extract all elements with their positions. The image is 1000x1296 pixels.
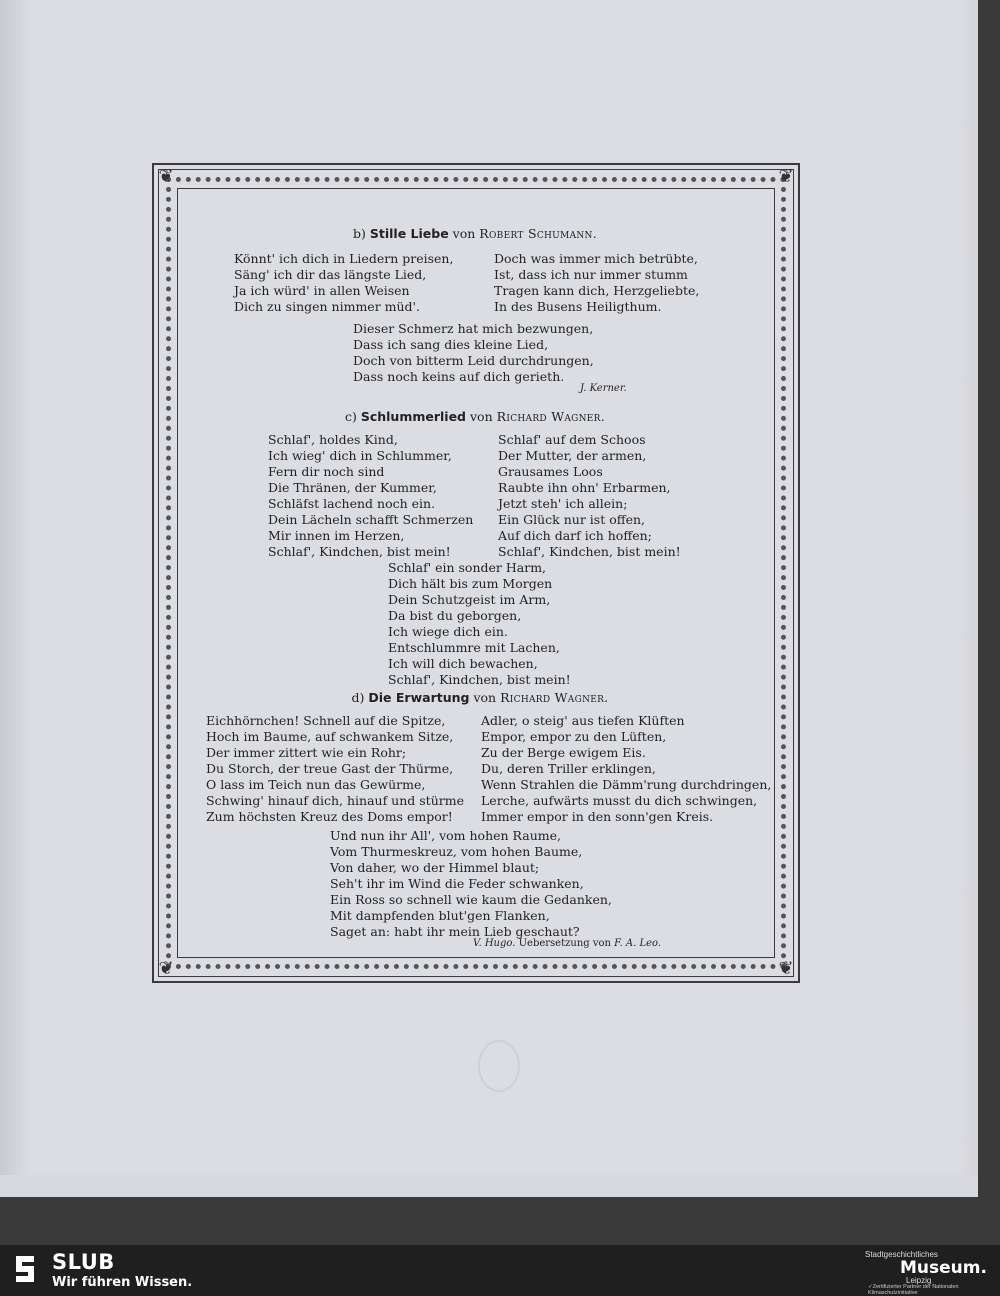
verse-line: Hoch im Baume, auf schwankem Sitze,	[206, 729, 454, 744]
verse-line: Mir innen im Herzen,	[268, 528, 405, 543]
poem-c-center-stanza	[388, 560, 571, 688]
verse-line: Vom Thurmeskreuz, vom hohen Baume,	[330, 844, 583, 859]
verse-line: Schwing' hinauf dich, hinauf und stürme	[206, 793, 464, 808]
verse-line: Ein Ross so schnell wie kaum die Gedanken,	[330, 892, 612, 907]
museum-certification: ✓Zertifizierter Partner der Nationalen Klimaschutzinitiative	[868, 1284, 959, 1296]
slub-subtitle: Wir führen Wissen.	[52, 1275, 193, 1290]
blind-stamp	[478, 1040, 520, 1092]
verse-line: Doch was immer mich betrübte,	[494, 251, 698, 266]
verse-line: Schlaf' auf dem Schoos	[498, 432, 646, 447]
poem-d-attribution	[473, 938, 661, 949]
ornament-corner-icon: ❦	[158, 958, 174, 979]
page-bottom-edge	[0, 1175, 978, 1197]
poem-d-prefix: d)	[351, 690, 365, 705]
museum-label-small: Stadtgeschichtliches	[865, 1250, 938, 1259]
poem-d-translator: F. A. Leo.	[614, 938, 662, 949]
poem-d-left-stanza	[206, 713, 464, 825]
verse-line: Die Thränen, der Kummer,	[268, 480, 437, 495]
verse-line: Dass noch keins auf dich gerieth.	[353, 369, 565, 384]
museum-logo-text[interactable]: Museum.	[900, 1258, 987, 1278]
verse-line: Seh't ihr im Wind die Feder schwanken,	[330, 876, 584, 891]
poem-b-composer: Robert Schumann.	[479, 226, 597, 241]
verse-line: Ich wieg' dich in Schlummer,	[268, 448, 452, 463]
scan-background-bottom	[0, 1195, 1000, 1245]
verse-line: Säng' ich dir das längste Lied,	[234, 267, 427, 282]
verse-line: Schlaf', Kindchen, bist mein!	[268, 544, 451, 559]
page-edge	[958, 0, 978, 1245]
poem-d-translation-note: Uebersetzung von	[518, 938, 611, 949]
poem-d-von: von	[473, 690, 497, 705]
verse-line: Fern dir noch sind	[268, 464, 385, 479]
poem-c-composer: Richard Wagner.	[496, 409, 606, 424]
verse-line: Entschlummre mit Lachen,	[388, 640, 560, 655]
verse-line: Zu der Berge ewigem Eis.	[481, 745, 646, 760]
poem-c-prefix: c)	[344, 409, 357, 424]
verse-line: Mit dampfenden blut'gen Flanken,	[330, 908, 550, 923]
verse-line: Und nun ihr All', vom hohen Raume,	[330, 828, 561, 843]
verse-line: Zum höchsten Kreuz des Doms empor!	[206, 809, 453, 824]
verse-line: Dich hält bis zum Morgen	[388, 576, 553, 591]
verse-line: Schlaf' ein sonder Harm,	[388, 560, 547, 575]
poem-c-title: Schlummerlied	[360, 409, 467, 424]
verse-line: Von daher, wo der Himmel blaut;	[330, 860, 540, 875]
poem-b-prefix: b)	[352, 226, 366, 241]
verse-line: Adler, o steig' aus tiefen Klüften	[481, 713, 685, 728]
verse-line: Ein Glück nur ist offen,	[498, 512, 646, 527]
verse-line: Dieser Schmerz hat mich bezwungen,	[353, 321, 594, 336]
verse-line: Da bist du geborgen,	[388, 608, 522, 623]
verse-line: Doch von bitterm Leid durchdrungen,	[353, 353, 594, 368]
verse-line: Der Mutter, der armen,	[498, 448, 647, 463]
verse-line: O lass im Teich nun das Gewürme,	[206, 777, 426, 792]
verse-line: Lerche, aufwärts musst du dich schwingen,	[481, 793, 758, 808]
slub-logo-icon[interactable]	[12, 1254, 40, 1284]
museum-city: Leipzig	[906, 1276, 932, 1285]
verse-line: Immer empor in den sonn'gen Kreis.	[481, 809, 714, 824]
verse-line: Saget an: habt ihr mein Lieb geschaut?	[330, 924, 580, 939]
poem-c-right-stanza	[498, 432, 681, 560]
verse-line: Ist, dass ich nur immer stumm	[494, 267, 688, 282]
verse-line: Schlaf', Kindchen, bist mein!	[498, 544, 681, 559]
poem-d-center-stanza	[330, 828, 612, 940]
verse-line: Schlaf', holdes Kind,	[268, 432, 398, 447]
slub-title[interactable]: SLUB	[52, 1250, 115, 1274]
verse-line: Raubte ihn ohn' Erbarmen,	[498, 480, 671, 495]
verse-line: Der immer zittert wie ein Rohr;	[206, 745, 407, 760]
poem-b-center-stanza	[353, 321, 594, 385]
page-fold-shadow	[0, 0, 30, 1245]
poem-d-right-stanza	[481, 713, 771, 825]
verse-line: Wenn Strahlen die Dämm'rung durchdringen,	[481, 777, 772, 792]
verse-line: Dein Schutzgeist im Arm,	[388, 592, 551, 607]
verse-line: Schläfst lachend noch ein.	[268, 496, 436, 511]
verse-line: Dich zu singen nimmer müd'.	[234, 299, 420, 314]
scan-background-edge	[978, 0, 1000, 1245]
poem-d-heading	[290, 690, 670, 705]
poem-c-left-stanza	[268, 432, 473, 560]
poem-b-right-stanza	[494, 251, 699, 315]
poem-b-title: Stille Liebe	[369, 226, 449, 241]
poem-c-von: von	[470, 409, 493, 424]
poem-d-author: V. Hugo.	[473, 938, 516, 949]
poem-b-left-stanza	[234, 251, 453, 315]
viewer-footer	[0, 1245, 1000, 1295]
ornament-corner-icon: ❦	[778, 958, 794, 979]
ornament-corner-icon: ❦	[778, 166, 794, 187]
poem-b-heading	[280, 226, 670, 241]
verse-line: Grausames Loos	[498, 464, 603, 479]
verse-line: In des Busens Heiligthum.	[494, 299, 662, 314]
verse-line: Dass ich sang dies kleine Lied,	[353, 337, 549, 352]
verse-line: Schlaf', Kindchen, bist mein!	[388, 672, 571, 687]
poem-b-attribution: J. Kerner.	[580, 383, 627, 394]
poem-d-title: Die Erwartung	[368, 690, 470, 705]
ornament-corner-icon: ❦	[158, 166, 174, 187]
verse-line: Jetzt steh' ich allein;	[498, 496, 628, 511]
poem-b-von: von	[452, 226, 476, 241]
poem-d-composer: Richard Wagner.	[500, 690, 609, 705]
verse-line: Eichhörnchen! Schnell auf die Spitze,	[206, 713, 446, 728]
verse-line: Könnt' ich dich in Liedern preisen,	[234, 251, 454, 266]
verse-line: Empor, empor zu den Lüften,	[481, 729, 667, 744]
poem-c-heading	[290, 409, 660, 424]
verse-line: Dein Lächeln schafft Schmerzen	[268, 512, 474, 527]
verse-line: Auf dich darf ich hoffen;	[498, 528, 652, 543]
verse-line: Du, deren Triller erklingen,	[481, 761, 656, 776]
verse-line: Du Storch, der treue Gast der Thürme,	[206, 761, 454, 776]
verse-line: Ja ich würd' in allen Weisen	[234, 283, 410, 298]
verse-line: Ich wiege dich ein.	[388, 624, 508, 639]
verse-line: Tragen kann dich, Herzgeliebte,	[494, 283, 700, 298]
verse-line: Ich will dich bewachen,	[388, 656, 538, 671]
